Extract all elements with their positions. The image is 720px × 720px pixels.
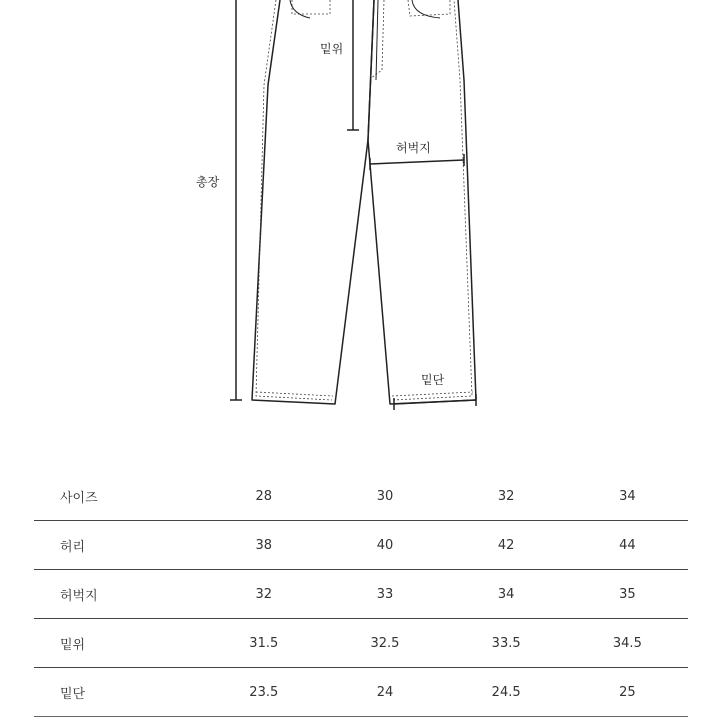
rise-label: 밑위: [320, 42, 344, 56]
table-cell: 32: [203, 570, 324, 619]
hem-arrow: [394, 394, 476, 410]
pocket-lines: [290, 0, 440, 80]
table-cell: 38: [203, 521, 324, 570]
table-cell: 32.5: [324, 619, 445, 668]
table-row: [34, 521, 688, 570]
rise-arrow: [347, 0, 359, 130]
row-label: 밑단: [34, 668, 203, 717]
size-chart-table: [34, 472, 688, 717]
table-cell: 25: [567, 668, 688, 717]
pants-stitching: [256, 0, 473, 400]
table-cell: 31.5: [203, 619, 324, 668]
total-length-arrow: [230, 0, 242, 400]
table-cell: 24: [324, 668, 445, 717]
table-cell: 23.5: [203, 668, 324, 717]
table-cell: 24.5: [446, 668, 567, 717]
table-row: [34, 619, 688, 668]
table-header-row: [34, 472, 688, 521]
thigh-label: 허벅지: [396, 141, 431, 155]
row-label: 밑위: [34, 619, 203, 668]
pants-outline: [252, 0, 476, 404]
table-header-cell: 28: [203, 472, 324, 521]
table-cell: 44: [567, 521, 688, 570]
table-cell: 40: [324, 521, 445, 570]
table-cell: 34: [446, 570, 567, 619]
table-cell: 35: [567, 570, 688, 619]
table-cell: 33.5: [446, 619, 567, 668]
row-label: 허리: [34, 521, 203, 570]
table-header-cell: 30: [324, 472, 445, 521]
table-cell: 34.5: [567, 619, 688, 668]
table-row: [34, 668, 688, 717]
table-header-cell: 32: [446, 472, 567, 521]
table-cell: 33: [324, 570, 445, 619]
hem-label: 밑단: [421, 373, 445, 387]
thigh-arrow: [370, 154, 464, 170]
table-header-cell: 34: [567, 472, 688, 521]
row-label: 허벅지: [34, 570, 203, 619]
table-cell: 42: [446, 521, 567, 570]
total-length-label: 총장: [196, 175, 220, 189]
table-header-cell: 사이즈: [34, 472, 203, 521]
table-row: [34, 570, 688, 619]
